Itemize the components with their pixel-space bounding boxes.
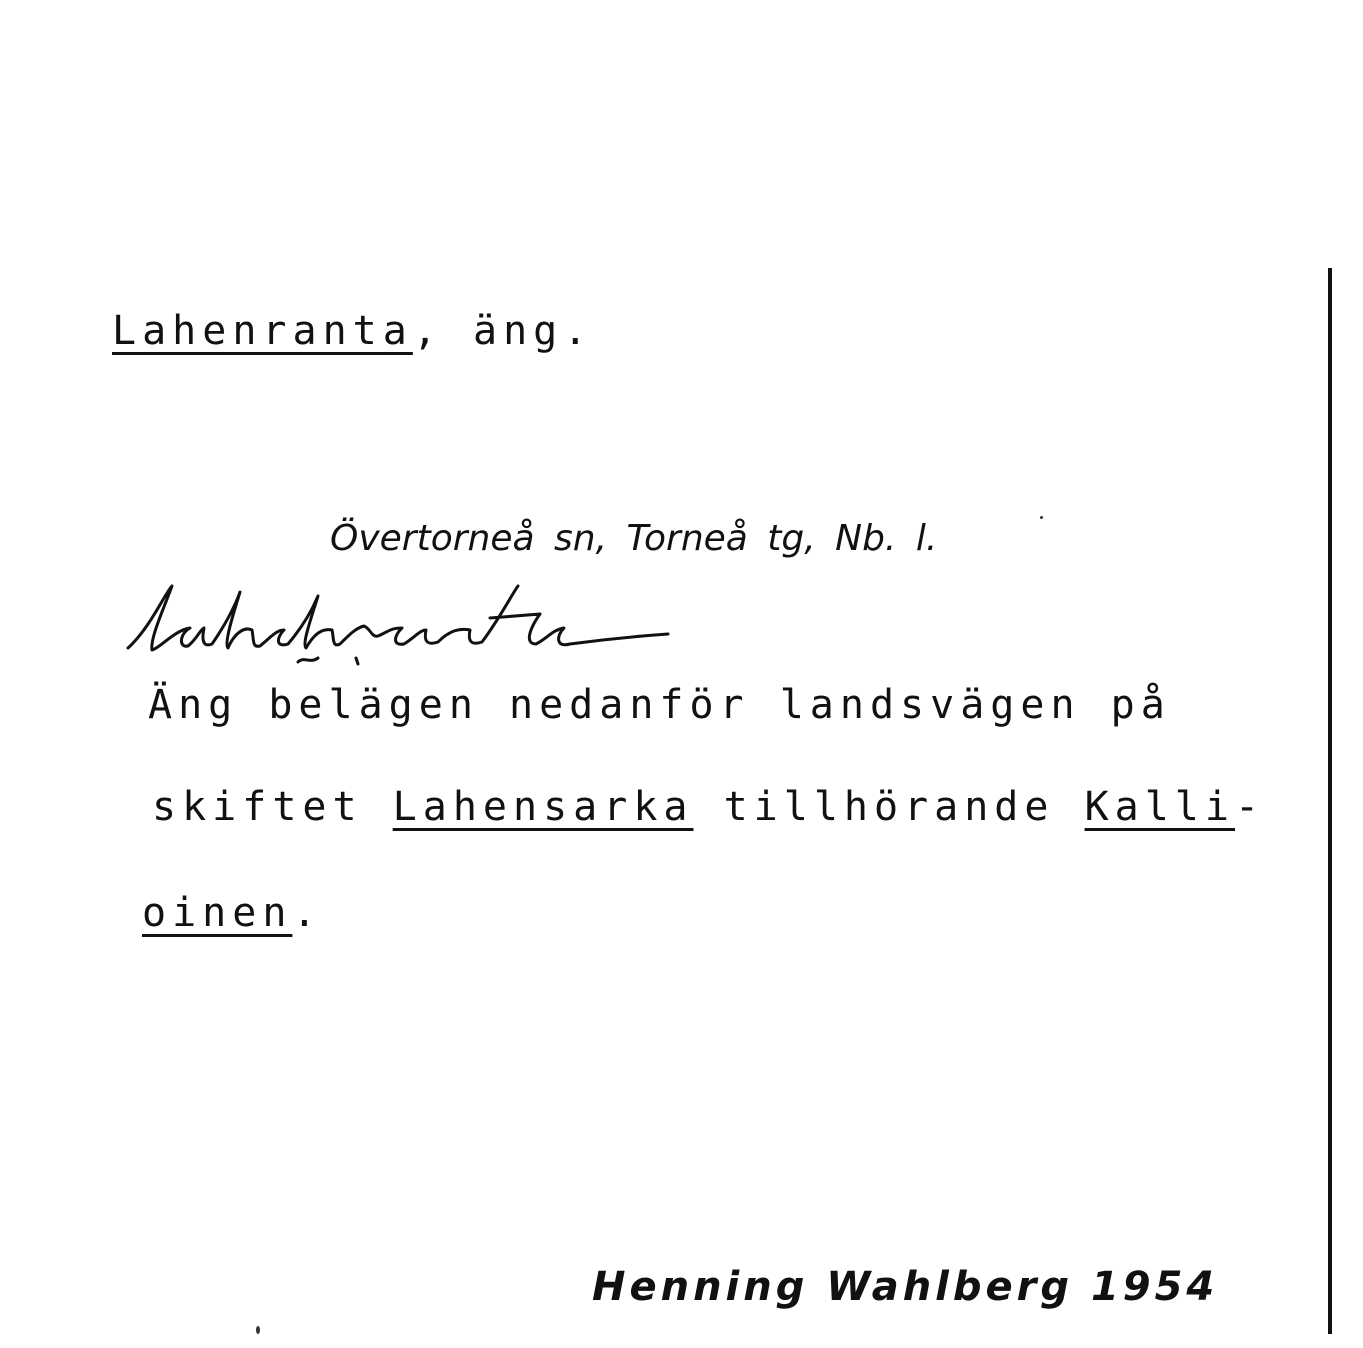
description-text: tillhörande <box>693 784 1085 830</box>
location-stamp: Övertorneå sn, Torneå tg, Nb. l. <box>330 518 938 559</box>
farm-name-start: Kalli <box>1084 784 1235 830</box>
description-line-1: Äng belägen nedanför landsvägen på <box>148 682 1171 728</box>
card-right-border <box>1328 268 1332 1334</box>
description-line-3 <box>142 890 323 936</box>
headword-line <box>112 308 593 354</box>
description-text: skiftet <box>152 784 393 830</box>
headword-suffix: , äng. <box>412 308 594 354</box>
description-line-2 <box>152 784 1265 830</box>
hyphen: - <box>1234 784 1266 830</box>
scan-speck <box>256 1326 260 1334</box>
period: . <box>292 890 323 936</box>
headword-name: Lahenranta <box>112 308 413 354</box>
farm-name-end: oinen <box>142 890 293 936</box>
place-name-lahensarka: Lahensarka <box>392 784 694 830</box>
handwritten-form-signature <box>120 578 680 668</box>
signature-stamp: Henning Wahlberg 1954 <box>592 1264 1219 1310</box>
scan-speck <box>1040 516 1043 519</box>
